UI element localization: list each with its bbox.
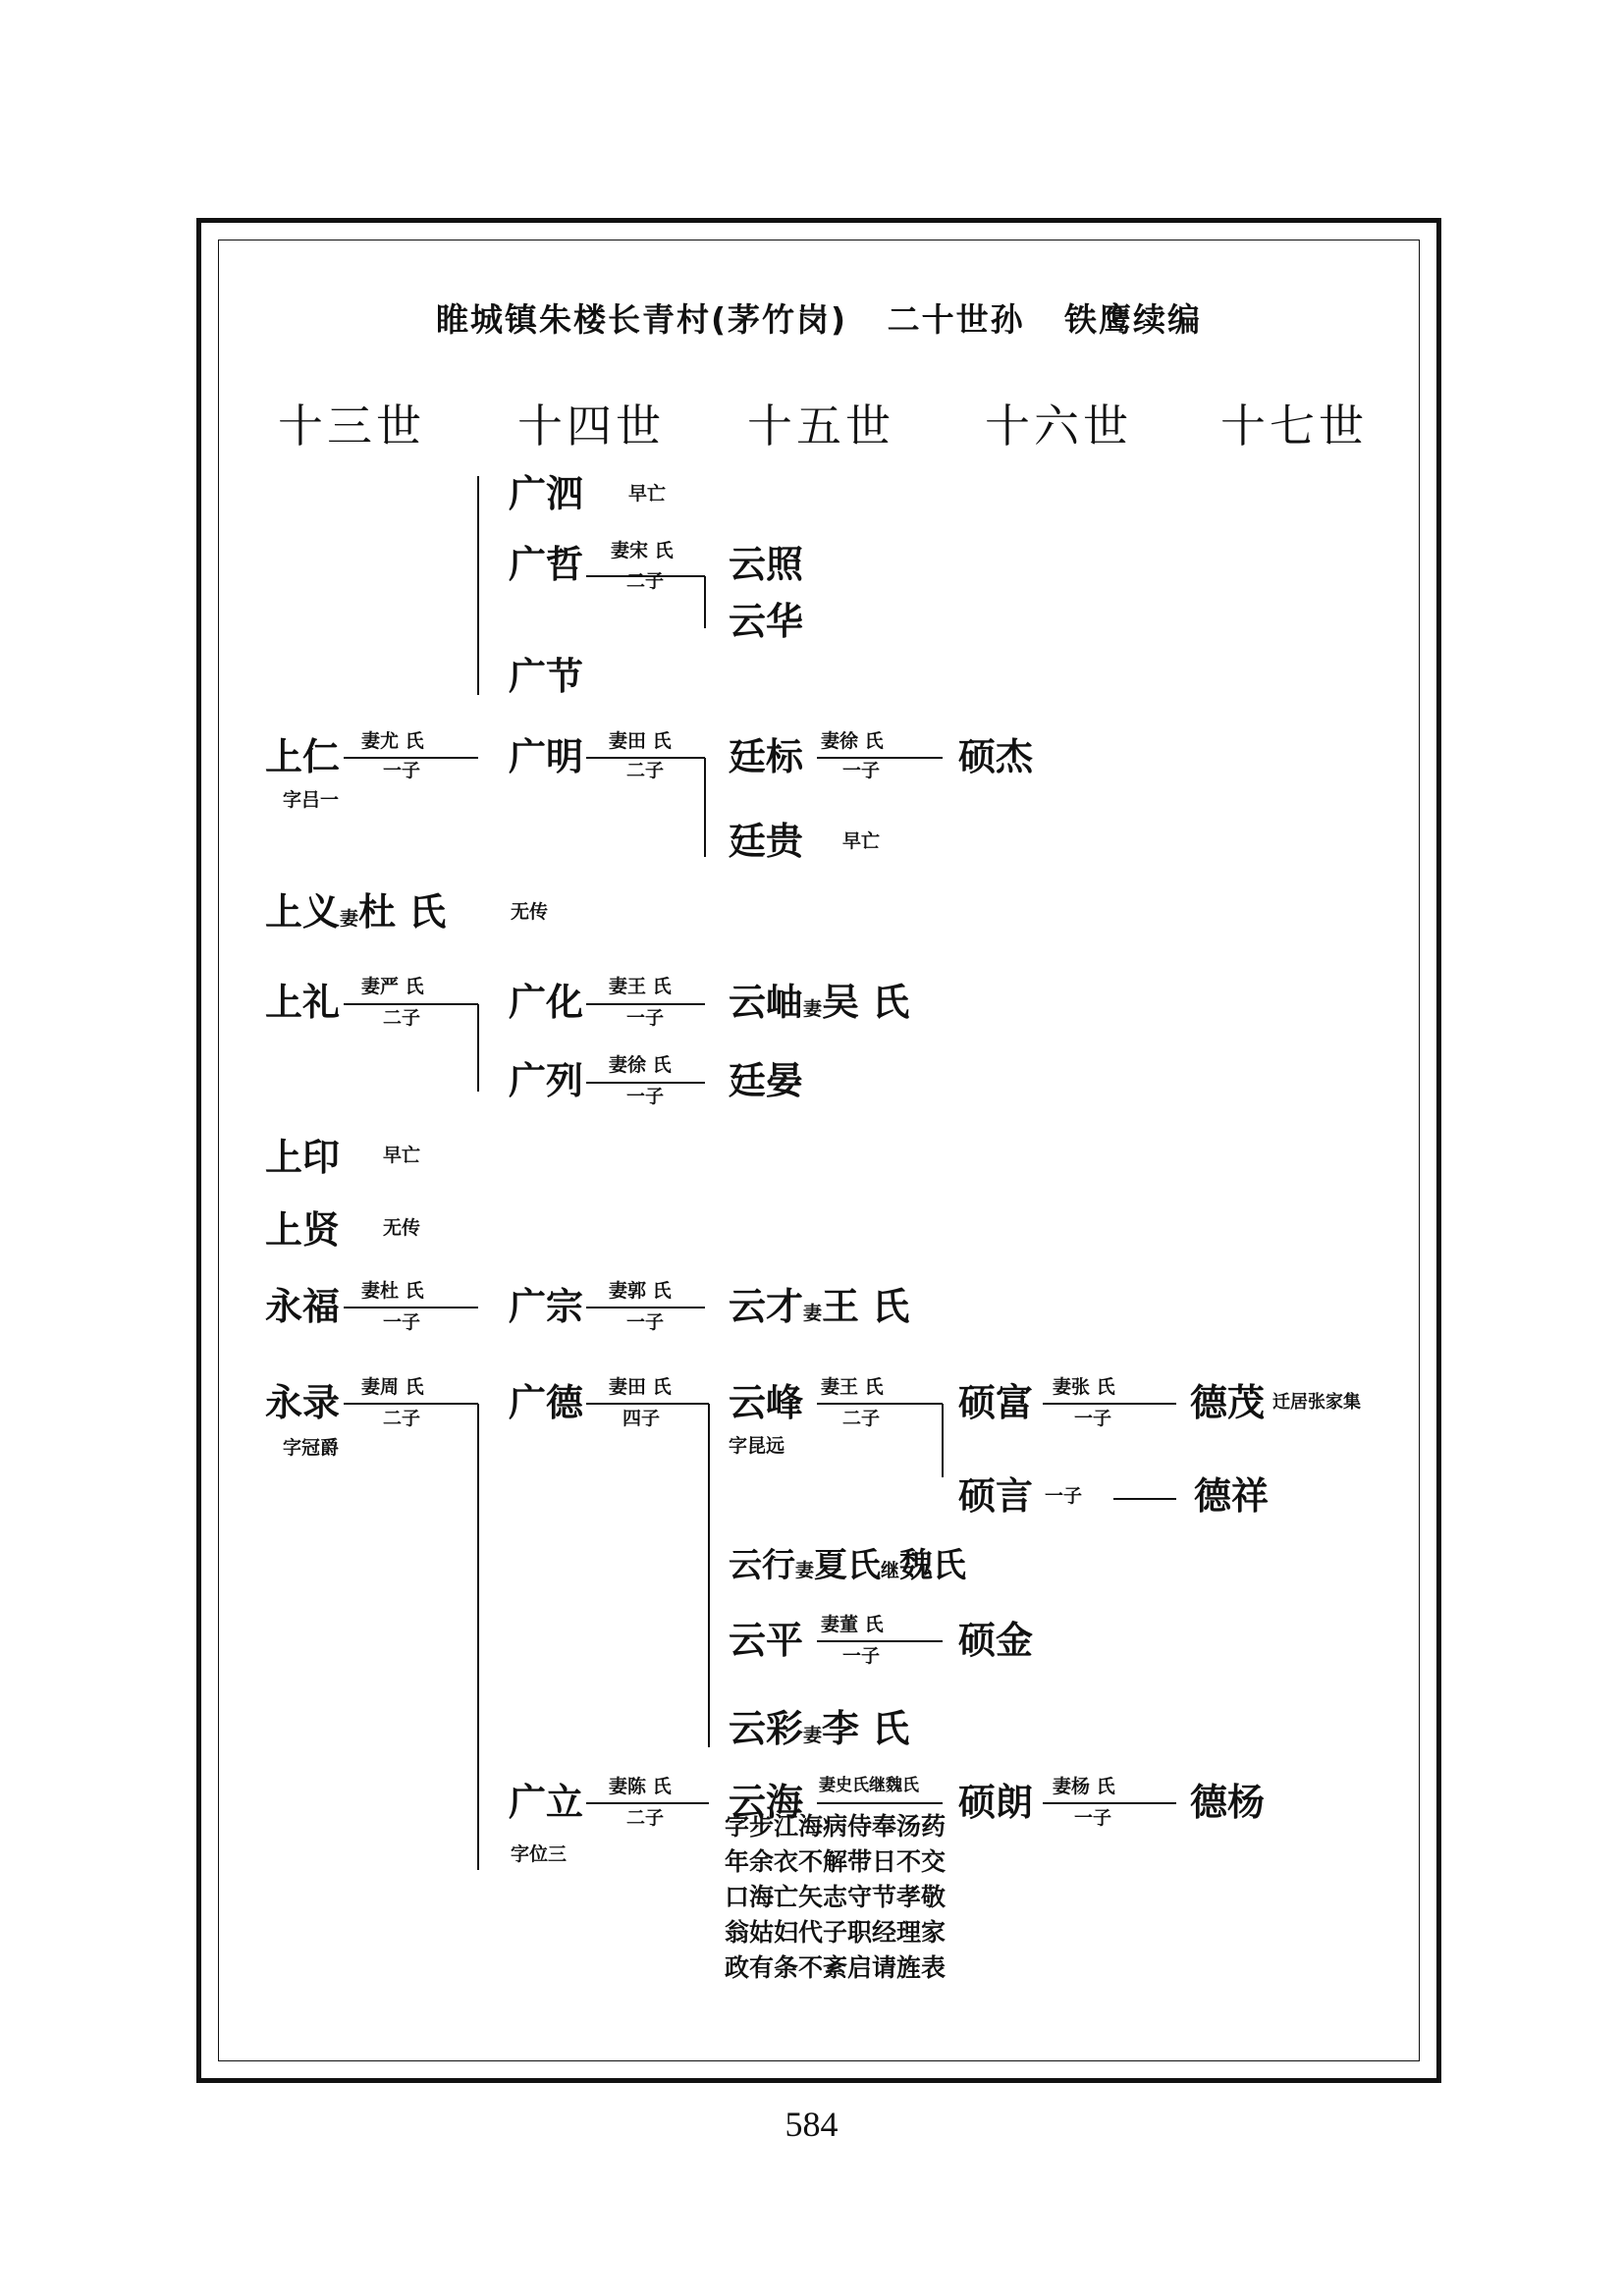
person-shangyin: 上印 <box>265 1136 341 1179</box>
person-deyang: 德杨 <box>1190 1781 1266 1824</box>
note-shangyi: 无传 <box>511 901 549 923</box>
note-guangsi: 早亡 <box>628 483 667 505</box>
page-number: 584 <box>784 2105 839 2144</box>
sons-shuolang: 一子 <box>1074 1807 1112 1829</box>
spouse-yunfeng: 妻王 氏 <box>821 1376 884 1398</box>
person-yongfu: 永福 <box>265 1285 341 1328</box>
spouse-shangli: 妻严 氏 <box>361 976 424 997</box>
person-tinggui: 廷贵 <box>729 820 804 863</box>
courtesy-yunfeng: 字昆远 <box>729 1435 785 1457</box>
spouse-guanglie: 妻徐 氏 <box>609 1054 672 1076</box>
person-yunzhao: 云照 <box>729 543 804 586</box>
sons-guanghua: 一子 <box>626 1007 665 1029</box>
person-yunxiu: 云岫妻吴 氏 <box>729 981 910 1024</box>
note-shangyin: 早亡 <box>383 1145 421 1166</box>
person-guangli: 广立 <box>509 1781 584 1824</box>
sons-tingbiao: 一子 <box>842 760 881 781</box>
generation-header-14: 十四世 <box>517 400 665 453</box>
sons-guangzhe: 二子 <box>626 570 665 592</box>
person-guanglie: 广列 <box>509 1059 584 1102</box>
sons-shuoyan: 一子 <box>1045 1485 1083 1507</box>
spouse-guangzong: 妻郭 氏 <box>609 1280 672 1302</box>
person-shangxian: 上贤 <box>265 1208 341 1252</box>
courtesy-shangren: 字吕一 <box>283 789 340 811</box>
sons-yunfeng: 二子 <box>842 1408 881 1429</box>
spouse-guangming: 妻田 氏 <box>609 730 672 752</box>
person-shangren: 上仁 <box>265 735 341 778</box>
spouse-yunhai: 妻史氏继魏氏 <box>819 1776 919 1795</box>
person-yuncai: 云才妻王 氏 <box>729 1285 910 1328</box>
spouse-shangren: 妻尤 氏 <box>361 730 424 752</box>
spouse-guangde: 妻田 氏 <box>609 1376 672 1398</box>
spouse-shuofu: 妻张 氏 <box>1053 1376 1115 1398</box>
sons-shangli: 二子 <box>383 1007 421 1029</box>
person-shuolang: 硕朗 <box>958 1781 1034 1824</box>
person-guangzhe: 广哲 <box>509 543 584 586</box>
person-guanghua: 广化 <box>509 981 584 1024</box>
person-shuoyan: 硕言 <box>958 1474 1034 1518</box>
person-tingbiao: 廷标 <box>729 735 804 778</box>
sons-guangde: 四子 <box>622 1408 661 1429</box>
generation-header-17: 十七世 <box>1220 400 1368 453</box>
generation-header-15: 十五世 <box>747 400 894 453</box>
person-yunhai: 云海 <box>729 1781 804 1824</box>
person-yonglu: 永录 <box>265 1381 341 1424</box>
sons-guangli: 二子 <box>626 1807 665 1829</box>
person-dexiang: 德祥 <box>1194 1474 1270 1518</box>
spouse-shuolang: 妻杨 氏 <box>1053 1776 1115 1797</box>
person-guangzong: 广宗 <box>509 1285 584 1328</box>
note-demao: 迁居张家集 <box>1272 1392 1361 1413</box>
sons-shuofu: 一子 <box>1074 1408 1112 1429</box>
sons-guanglie: 一子 <box>626 1086 665 1107</box>
sons-shangren: 一子 <box>383 760 421 781</box>
person-guangde: 广德 <box>509 1381 584 1424</box>
sons-guangzong: 一子 <box>626 1311 665 1333</box>
note-shangxian: 无传 <box>383 1217 421 1239</box>
person-shuojin: 硕金 <box>958 1619 1034 1662</box>
generation-header-16: 十六世 <box>985 400 1132 453</box>
person-shangli: 上礼 <box>265 981 341 1024</box>
person-yuncai2: 云彩妻李 氏 <box>729 1707 910 1750</box>
person-yunhua: 云华 <box>729 600 804 643</box>
sons-yongfu: 一子 <box>383 1311 421 1333</box>
spouse-guanghua: 妻王 氏 <box>609 976 672 997</box>
person-guangming: 广明 <box>509 735 584 778</box>
spouse-yunping: 妻董 氏 <box>821 1614 884 1635</box>
generation-header-13: 十三世 <box>278 400 425 453</box>
person-shuojie: 硕杰 <box>958 735 1034 778</box>
sons-guangming: 二子 <box>626 760 665 781</box>
person-shangyi: 上义妻杜 氏 <box>265 890 447 934</box>
person-yunfeng: 云峰 <box>729 1381 804 1424</box>
spouse-guangli: 妻陈 氏 <box>609 1776 672 1797</box>
person-guangsi: 广泗 <box>509 472 584 515</box>
biography-yunhai: 字步江海病侍奉汤药年余衣不解带日不交口海亡矢志守节孝敬翁姑妇代子职经理家政有条不紊启请旌表 <box>725 1812 947 1982</box>
person-shuofu: 硕富 <box>958 1381 1034 1424</box>
note-tinggui: 早亡 <box>842 830 881 852</box>
courtesy-guangli: 字位三 <box>511 1843 568 1865</box>
sons-yunping: 一子 <box>842 1645 881 1667</box>
sons-yonglu: 二子 <box>383 1408 421 1429</box>
person-tingyan: 廷晏 <box>729 1059 804 1102</box>
courtesy-yonglu: 字冠爵 <box>283 1437 340 1459</box>
spouse-tingbiao: 妻徐 氏 <box>821 730 884 752</box>
person-yunxing: 云行妻夏氏继魏氏 <box>729 1546 967 1585</box>
person-yunping: 云平 <box>729 1619 804 1662</box>
spouse-guangzhe: 妻宋 氏 <box>611 540 674 561</box>
spouse-yonglu: 妻周 氏 <box>361 1376 424 1398</box>
spouse-yongfu: 妻杜 氏 <box>361 1280 424 1302</box>
page-title: 睢城镇朱楼长青村(茅竹岗) 二十世孙 铁鹰续编 <box>435 300 1203 339</box>
person-demao: 德茂 <box>1190 1381 1266 1424</box>
person-guangjie: 广节 <box>509 655 584 698</box>
